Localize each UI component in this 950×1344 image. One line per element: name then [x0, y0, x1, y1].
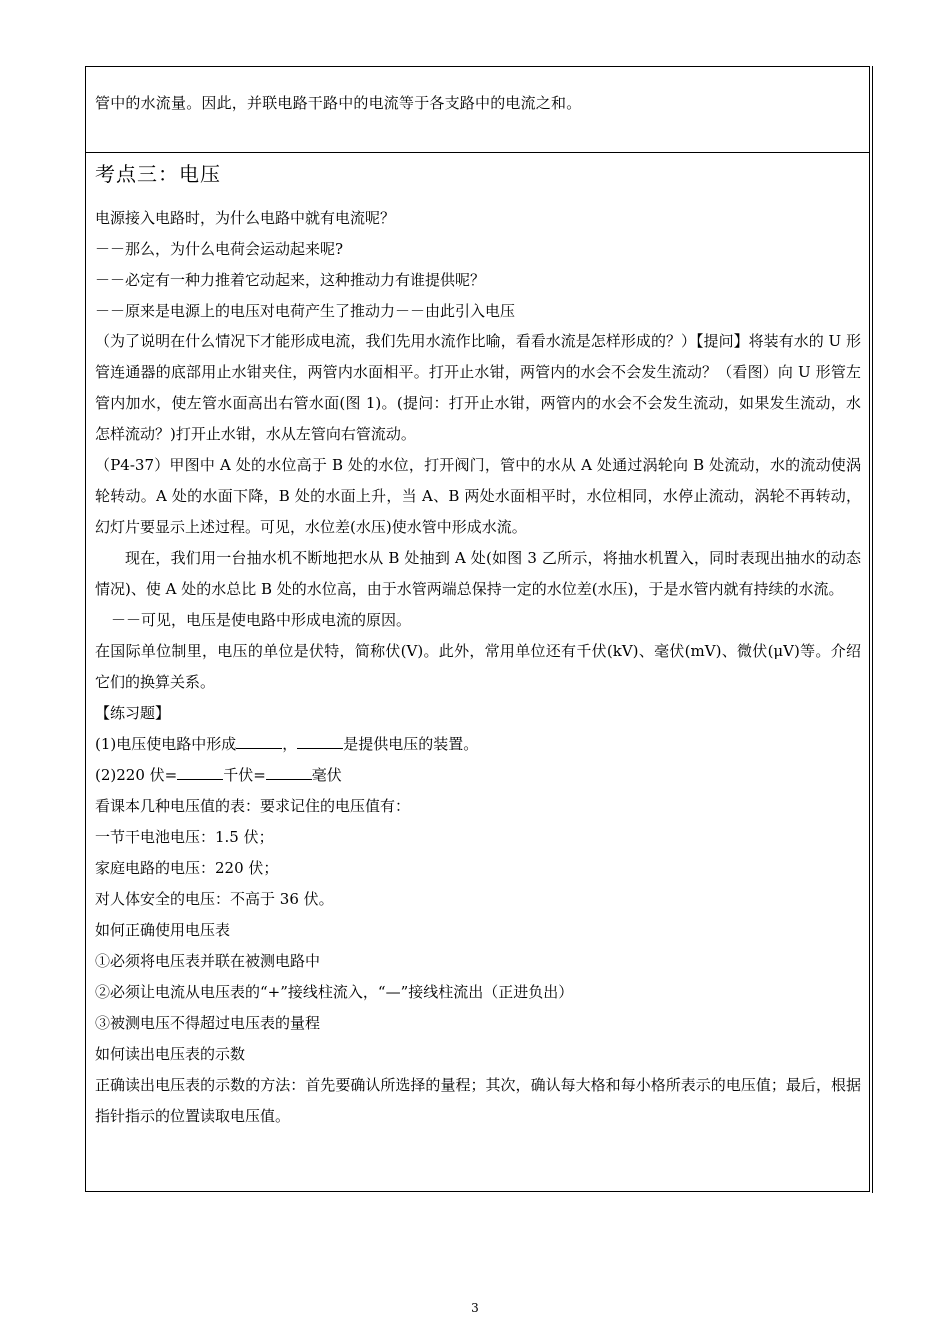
exercise-2 — [95, 760, 861, 791]
rule-item: ②必须让电流从电压表的“+”接线柱流入，“—”接线柱流出（正进负出） — [95, 983, 574, 1001]
paragraph-water-analogy: （为了说明在什么情况下才能形成电流，我们先用水流作比喻，看看水流是怎样形成的？）【提问】将装有水的 U 形管连通器的底部用止水钳夹住，两管内水面相平。打开止水钳，两管内的水会不会发生流动？（看图）向 U 形管左管内加水，使左管水面高出右管水面(图 1)。(提问：打开止水钳，两管内的水会不会发生流动，如果发生流动，水怎样流动？)打开止水钳，水从左管向右管流动。 — [95, 332, 861, 443]
paragraph-units: 在国际单位制里，电压的单位是伏特，简称伏(V)。此外，常用单位还有千伏(kV)、毫伏(mV)、微伏(μV)等。介绍它们的换算关系。 — [95, 642, 861, 691]
text-line: 看课本几种电压值的表：要求记住的电压值有： — [95, 797, 411, 815]
text-line: 如何正确使用电压表 — [95, 921, 231, 939]
paragraph-reading-method: 正确读出电压表的示数的方法：首先要确认所选择的量程；其次，确认每大格和每小格所表示的电压值；最后，根据指针指示的位置读取电压值。 — [95, 1076, 861, 1125]
text-line: 家庭电路的电压：220 伏； — [95, 859, 279, 877]
rule-item: ①必须将电压表并联在被测电路中 — [95, 952, 321, 970]
paragraph-turbine: （P4-37）甲图中 A 处的水位高于 B 处的水位，打开阀门，管中的水从 A 处通过涡轮向 B 处流动，水的流动使涡轮转动。A 处的水面下降，B 处的水面上升，当 A、B 两处水面相平时，水位相同，水停止流动，涡轮不再转动，幻灯片要显示上述过程。可见，水位差(水压)使水管中形成水流。 — [95, 456, 861, 536]
text-line-conclusion: －－可见，电压是使电路中形成电流的原因。 — [111, 611, 412, 629]
exercise-1-text-c: 是提供电压的装置。 — [343, 735, 479, 753]
text-line: －－那么，为什么电荷会运动起来呢? — [95, 240, 344, 258]
exercise-2-text-c: 毫伏 — [311, 766, 342, 784]
text-line: 电源接入电路时，为什么电路中就有电流呢？ — [95, 209, 396, 227]
exercise-1-text-b: ， — [282, 735, 298, 753]
answer-blank[interactable] — [266, 765, 312, 780]
text-line: 如何读出电压表的示数 — [95, 1045, 246, 1063]
paragraph-pump: 现在，我们用一台抽水机不断地把水从 B 处抽到 A 处(如图 3 乙所示，将抽水机置入，同时表现出抽水的动态情况)、使 A 处的水总比 B 处的水位高，由于水管两端总保持一定的水位差(水压)，于是水管内就有持续的水流。 — [95, 549, 861, 598]
text-line: －－必定有一种力推着它动起来，这种推动力有谁提供呢？ — [95, 271, 486, 289]
continuation-text: 管中的水流量。因此，并联电路干路中的电流等于各支路中的电流之和。 — [95, 94, 582, 112]
text-line: 对人体安全的电压：不高于 36 伏。 — [95, 890, 334, 908]
answer-blank[interactable] — [236, 734, 282, 749]
page-number: 3 — [471, 1301, 479, 1315]
exercise-1 — [95, 729, 861, 760]
answer-blank[interactable] — [297, 734, 343, 749]
content-table — [85, 66, 870, 1192]
rule-item: ③被测电压不得超过电压表的量程 — [95, 1014, 321, 1032]
text-line: 一节干电池电压：1.5 伏； — [95, 828, 274, 846]
exercise-2-text-a: (2)220 伏= — [95, 766, 178, 784]
exercise-title: 【练习题】 — [95, 704, 171, 722]
exercise-1-text-a: (1)电压使电路中形成 — [95, 735, 237, 753]
text-line: －－原来是电源上的电压对电荷产生了推动力－－由此引入电压 — [95, 302, 516, 320]
table-border-double — [872, 66, 873, 1193]
section-body — [95, 208, 861, 1132]
section-title: 考点三：电压 — [95, 162, 221, 186]
table-row-continuation — [86, 67, 869, 153]
exercise-2-text-b: 千伏= — [223, 766, 266, 784]
answer-blank[interactable] — [177, 765, 223, 780]
